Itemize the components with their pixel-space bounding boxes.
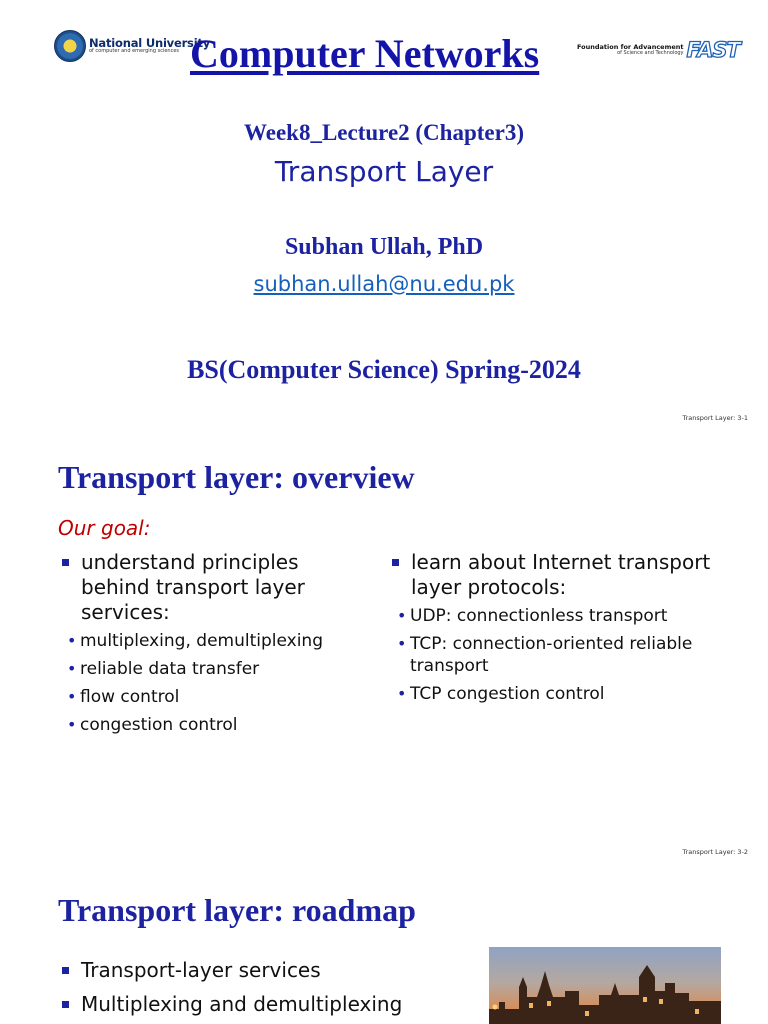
sub-list-item	[62, 658, 362, 680]
bullet-item	[392, 550, 752, 600]
castle-photo-image	[489, 947, 721, 1024]
main-title: Computer Networks	[190, 31, 540, 76]
nu-logo-name: National University	[89, 35, 211, 50]
sub-item-text: TCP congestion control	[410, 684, 605, 704]
bullet-item	[62, 958, 482, 983]
sub-item-text: reliable data transfer	[80, 659, 260, 679]
roadmap-list	[62, 958, 482, 1024]
goal-label: Our goal:	[58, 516, 151, 540]
sub-item-text: multiplexing, demultiplexing	[80, 631, 323, 651]
fast-logo-mark: FAST	[686, 38, 740, 62]
bullet-text: Multiplexing and demultiplexing	[81, 992, 403, 1016]
slide-heading: Transport layer: roadmap	[58, 892, 416, 928]
sub-list-item	[62, 630, 362, 652]
sub-list-item	[392, 683, 752, 705]
sub-list-item	[62, 686, 362, 708]
bullet-item	[62, 550, 362, 625]
author-name: Subhan Ullah, PhD	[284, 234, 484, 260]
author-email-link[interactable]: subhan.ullah@nu.edu.pk	[253, 272, 515, 296]
lecture-week: Week8_Lecture2 (Chapter3)	[244, 120, 524, 145]
slide-overview	[0, 432, 768, 864]
bullet-dot-icon: •	[397, 634, 407, 653]
sub-item-text: TCP: connection-oriented reliable transport	[410, 634, 693, 676]
bullet-text: learn about Internet transport layer protocols:	[411, 550, 711, 599]
bullet-square-icon	[62, 1001, 69, 1008]
nu-logo	[54, 30, 210, 62]
slide-title	[0, 0, 768, 432]
sub-item-text: congestion control	[80, 715, 238, 735]
bullet-dot-icon: •	[397, 684, 407, 703]
sub-list-item	[392, 605, 752, 627]
sub-list-item	[62, 714, 362, 736]
fast-logo-line1: Foundation for Advancement	[577, 42, 684, 51]
left-column	[62, 550, 362, 742]
bullet-dot-icon: •	[67, 715, 77, 734]
bullet-dot-icon: •	[397, 606, 407, 625]
sub-item-text: UDP: connectionless transport	[410, 606, 668, 626]
nu-seal-icon	[54, 30, 86, 62]
bullet-square-icon	[62, 559, 69, 566]
nu-logo-sub: of computer and emerging sciences	[89, 48, 180, 55]
slide-roadmap	[0, 864, 768, 1024]
bullet-dot-icon: •	[67, 659, 77, 678]
bullet-item	[62, 992, 482, 1017]
bullet-square-icon	[62, 967, 69, 974]
slide-footer: Transport Layer: 3-2	[682, 848, 748, 856]
sub-list	[392, 605, 752, 705]
bullet-text: understand principles behind transport layer services:	[81, 550, 305, 624]
sub-list	[62, 630, 362, 736]
bullet-dot-icon: •	[67, 631, 77, 650]
fast-logo-line2: of Science and Technology	[617, 49, 684, 56]
bullet-dot-icon: •	[67, 687, 77, 706]
castle-silhouette-icon	[489, 947, 721, 1024]
slide-footer: Transport Layer: 3-1	[682, 414, 748, 422]
sub-item-text: flow control	[80, 687, 180, 707]
right-column	[392, 550, 752, 711]
bullet-square-icon	[392, 559, 399, 566]
fast-logo	[577, 38, 740, 62]
slide-heading: Transport layer: overview	[58, 459, 415, 495]
lecture-topic: Transport Layer	[274, 155, 494, 188]
bullet-text: Transport-layer services	[81, 958, 321, 982]
sub-list-item	[392, 633, 752, 677]
program-name: BS(Computer Science) Spring-2024	[187, 355, 581, 384]
